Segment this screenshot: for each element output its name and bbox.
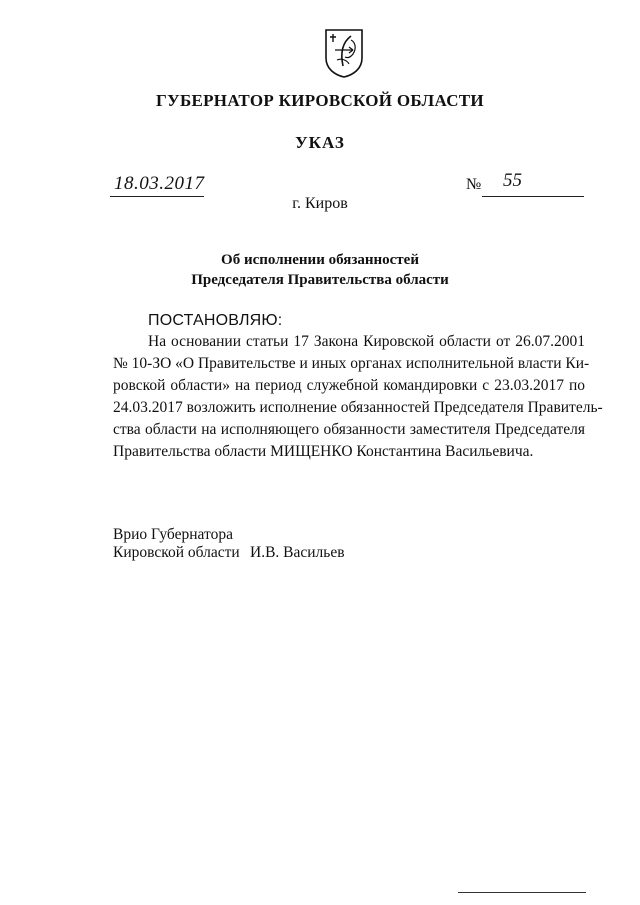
decree-body [113, 331, 603, 463]
decree-word: ПОСТАНОВЛЯЮ: [148, 312, 283, 329]
body-line: 24.03.2017 возложить исполнение обязанностей Председателя Правитель- [113, 399, 603, 416]
body-line: На основании статьи 17 Закона Кировской области от 26.07.2001 [148, 333, 585, 350]
body-line: ства области на исполняющего обязанности заместителя Председателя [113, 421, 585, 438]
signatory-name: И.В. Васильев [250, 544, 345, 561]
footer-rule [458, 892, 586, 893]
kirov-coat-of-arms-icon [323, 28, 365, 78]
city-of-issue: г. Киров [292, 195, 348, 212]
subject-line: Председателя Правительства области [191, 272, 449, 288]
subject-line: Об исполнении обязанностей [221, 252, 419, 268]
body-line: № 10-ЗО «О Правительстве и иных органах исполнительной власти Ки- [113, 355, 590, 372]
issuer-title: ГУБЕРНАТОР КИРОВСКОЙ ОБЛАСТИ [156, 91, 484, 110]
signatory-region: Кировской области [113, 544, 240, 561]
document-number: 55 [503, 170, 522, 191]
document-type: УКАЗ [295, 133, 345, 152]
number-sign: № [466, 176, 482, 193]
document-date: 18.03.2017 [114, 173, 205, 194]
body-line: ровской области» на период служебной командировки с 23.03.2017 по [113, 377, 585, 394]
signatory-title: Врио Губернатора [113, 526, 233, 543]
body-line: Правительства области МИЩЕНКО Константина Васильевича. [113, 443, 534, 460]
document-subject [0, 250, 640, 290]
